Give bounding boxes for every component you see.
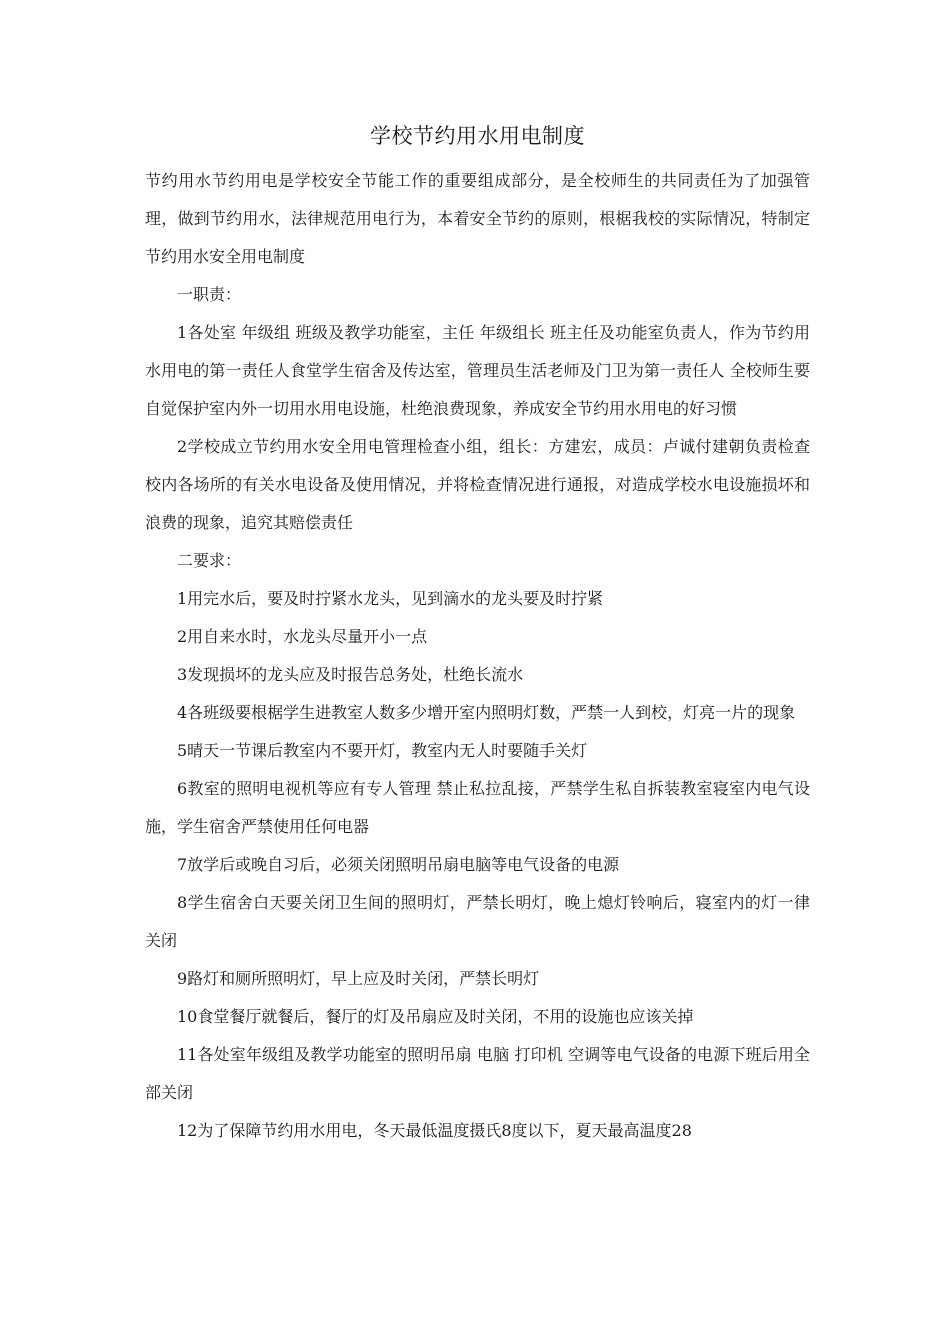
paragraph: 2用自来水时，水龙头尽量开小一点 <box>177 627 428 646</box>
paragraph: 4各班级要根椐学生进教室人数多少增开室内照明灯数，严禁一人到校，灯亮一片的现象 <box>177 703 796 722</box>
paragraph: 11各处室年级组及教学功能室的照明吊扇 电脑 打印机 空调等电气设备的电源下班后用全部关闭 <box>145 1045 810 1102</box>
paragraph: 6教室的照明电视机等应有专人管理 禁止私拉乱接，严禁学生私自拆装教室寝室内电气设施，学生宿舍严禁使用任何电器 <box>145 779 810 836</box>
paragraph: 1各处室 年级组 班级及教学功能室，主任 年级组长 班主任及功能室负责人，作为节约用水用电的第一责任人食堂学生宿舍及传达室，管理员生活老师及门卫为第一责任人 全校师生要自觉保护室内外一切用水用电设施，杜绝浪费现象，养成安全节约用水用电的好习惯 <box>145 323 810 418</box>
paragraph: 5晴天一节课后教室内不要开灯，教室内无人时要随手关灯 <box>177 741 588 760</box>
paragraph: 二要求： <box>177 551 242 570</box>
document-page <box>145 118 810 1150</box>
paragraph: 9路灯和厕所照明灯，早上应及时关闭，严禁长明灯 <box>177 969 540 988</box>
paragraph: 7放学后或晚自习后，必须关闭照明吊扇电脑等电气设备的电源 <box>177 855 620 874</box>
paragraph: 2学校成立节约用水安全用电管理检查小组，组长：方建宏，成员：卢诚付建朝负责检查校内各场所的有关水电设备及使用情况，并将检查情况进行通报，对造成学校水电设施损坏和浪费的现象，追究其赔偿责任 <box>145 437 810 532</box>
document-body <box>145 162 810 1150</box>
paragraph: 一职责： <box>177 285 242 304</box>
paragraph: 1用完水后，要及时拧紧水龙头，见到滴水的龙头要及时拧紧 <box>177 589 604 608</box>
paragraph: 12为了保障节约用水用电，冬天最低温度摄氏8度以下，夏天最高温度28 <box>177 1121 692 1140</box>
paragraph: 节约用水节约用电是学校安全节能工作的重要组成部分，是全校师生的共同责任为了加强管理，做到节约用水，法律规范用电行为，本着安全节约的原则，根椐我校的实际情况，特制定节约用水安全用电制度 <box>145 171 810 266</box>
paragraph: 10食堂餐厅就餐后，餐厅的灯及吊扇应及时关闭，不用的设施也应该关掉 <box>177 1007 694 1026</box>
paragraph: 8学生宿舍白天要关闭卫生间的照明灯，严禁长明灯，晚上熄灯铃响后，寝室内的灯一律关闭 <box>145 893 810 950</box>
document-title: 学校节约用水用电制度 <box>370 124 585 148</box>
paragraph: 3发现损坏的龙头应及时报告总务处，杜绝长流水 <box>177 665 524 684</box>
